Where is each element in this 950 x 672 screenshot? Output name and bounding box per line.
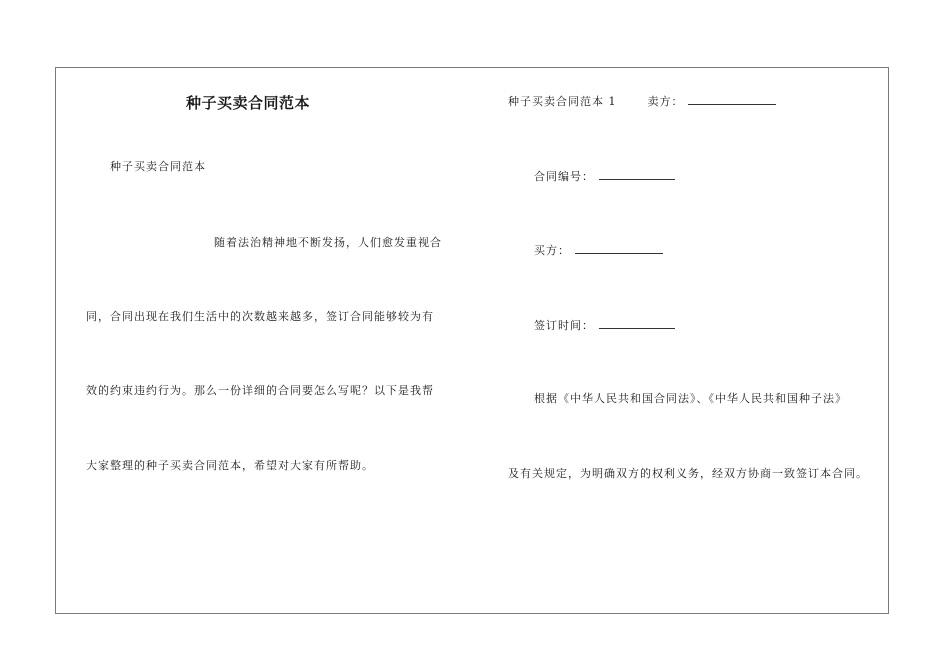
document-title: 种子买卖合同范本 bbox=[186, 94, 311, 112]
intro-line-4: 大家整理的种子买卖合同范本，希望对大家有所帮助。 bbox=[86, 459, 374, 472]
document-subtitle: 种子买卖合同范本 bbox=[110, 160, 206, 173]
buyer-label: 买方： bbox=[534, 244, 570, 257]
intro-line-1: 随着法治精神地不断发扬，人们愈发重视合 bbox=[214, 236, 442, 249]
buyer-row bbox=[534, 243, 663, 258]
contract-no-label: 合同编号： bbox=[534, 170, 594, 183]
contract-no-row bbox=[534, 169, 675, 184]
contract-heading-text: 种子买卖合同范本 1 bbox=[508, 95, 617, 108]
sign-time-blank bbox=[599, 318, 675, 329]
contract-no-blank bbox=[599, 169, 675, 180]
contract-heading bbox=[508, 94, 776, 109]
seller-label: 卖方： bbox=[647, 95, 684, 108]
seller-blank bbox=[688, 94, 776, 105]
sign-time-label: 签订时间： bbox=[534, 319, 594, 332]
intro-line-2: 同，合同出现在我们生活中的次数越来越多，签订合同能够较为有 bbox=[86, 310, 434, 323]
basis-line-2: 及有关规定，为明确双方的权利义务，经双方协商一致签订本合同。 bbox=[508, 467, 868, 480]
basis-line-1: 根据《中华人民共和国合同法》、《中华人民共和国种子法》 bbox=[534, 392, 847, 405]
buyer-blank bbox=[575, 243, 663, 254]
intro-line-3: 效的约束违约行为。那么一份详细的合同要怎么写呢？以下是我帮 bbox=[86, 384, 434, 397]
page-frame bbox=[55, 67, 889, 614]
sign-time-row bbox=[534, 318, 675, 333]
